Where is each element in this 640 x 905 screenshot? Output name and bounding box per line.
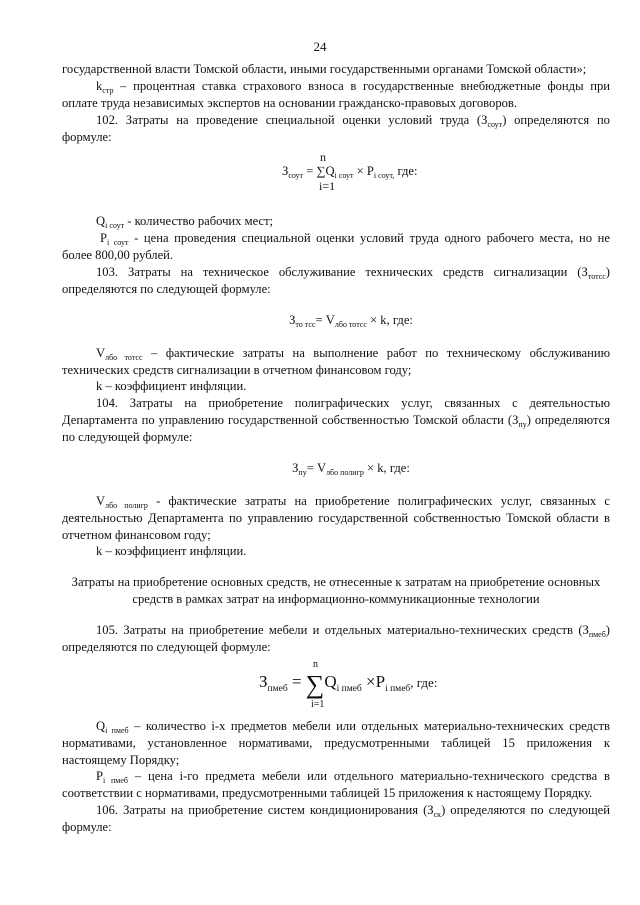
formula-pmeb-body: $З_{пмеб} = \sum Q_{i пмеб} \times P_{i пмеб}$, где: [259,669,438,699]
paragraph-104: 104. Затраты на приобретение полиграфических услуг, связанных с деятельностью Департамента по управлению государственной собственностью Томской области $(З_{пу})$ определяются по следующей формуле: [62,396,610,444]
definition-k-inflation-2: k – коэффициент инфляции. [96,544,247,559]
definition-q-pmeb: $Q_{i пмеб}$ – количество i-х предметов мебели или отдельных материально-технических средств нормативами, установленное нормативами, предусмотренными таблицей 15 приложения к настоящему Порядку; [62,718,610,767]
page-content [62,61,610,836]
definition-v-totss: $V_{лбо тотсс}$ – фактические затраты на выполнение работ по техническому обслуживанию технических средств сигнализации в отчетном финансовом году; [62,345,610,377]
definition-p-sout: $P_{i соут}$ - цена проведения специальной оценки условий труда одного рабочего места, но не более 800,00 рублей. [62,231,610,263]
paragraph-102: 102. Затраты на проведение специальной оценки условий труда $(З_{соут})$ определяются по формуле: [62,112,610,144]
definition-k-inflation: k – коэффициент инфляции. [96,379,247,394]
sigma-symbol: ∑ [305,669,325,699]
sum-upper-limit-2: n [313,658,318,670]
definition-k-str: $k_{стр}$ – процентная ставка страхового взноса в государственные внебюджетные фонды при оплате труда независимых экспертов на основании гражданско-правовых договоров. [62,78,610,110]
sum-lower-limit-2: i=1 [311,698,325,710]
formula-pmeb [62,660,610,710]
formula-sout-body: $З_{соут} = \sum Q_{i соут} \times P_{i соут,}$ где: [282,164,418,181]
formula-pu: $З_{пу}= V_{лбо полигр} \times k$, где: [292,460,410,477]
formula-sout [62,149,610,199]
page-number: 24 [313,39,327,54]
paragraph-106: 106. Затраты на приобретение систем кондиционирования $(З_{ск})$ определяются по следующей формуле: [62,803,611,834]
sum-lower-limit: i=1 [319,179,336,194]
definition-v-poligr: $V_{лбо полигр}$ - фактические затраты на приобретение полиграфических услуг, связанных с деятельностью Департамента по управлению государственной собственностью Томской области в отчетном финансовом году; [62,493,610,542]
definition-q-sout: $Q_{i соут}$ - количество рабочих мест; [96,214,274,231]
sum-upper-limit: n [320,150,326,165]
formula-totss: $З_{то тсс}= V_{лбо тотсс} \times k$, где: [289,312,413,329]
definition-p-pmeb: $P_{i пмеб}$ – цена i-го предмета мебели или отдельного материально-технического средства в соответствии с нормативами, предусмотренными таблицей 15 приложения к настоящему Порядку. [62,769,610,801]
paragraph-103: 103. Затраты на техническое обслуживание технических средств сигнализации $(З_{тотсс})$ определяются по следующей формуле: [62,265,610,296]
section-heading: Затраты на приобретение основных средств, не отнесенные к затратам на приобретение основных средств в рамках затрат на информационно-коммуникационные технологии [71,575,601,607]
paragraph-continuation: государственной власти Томской области, иными государственными органами Томской области»; [62,62,587,76]
paragraph-105: 105. Затраты на приобретение мебели и отдельных материально-технических средств $(З_{пмеб})$ определяются по следующей формуле: [62,623,610,654]
